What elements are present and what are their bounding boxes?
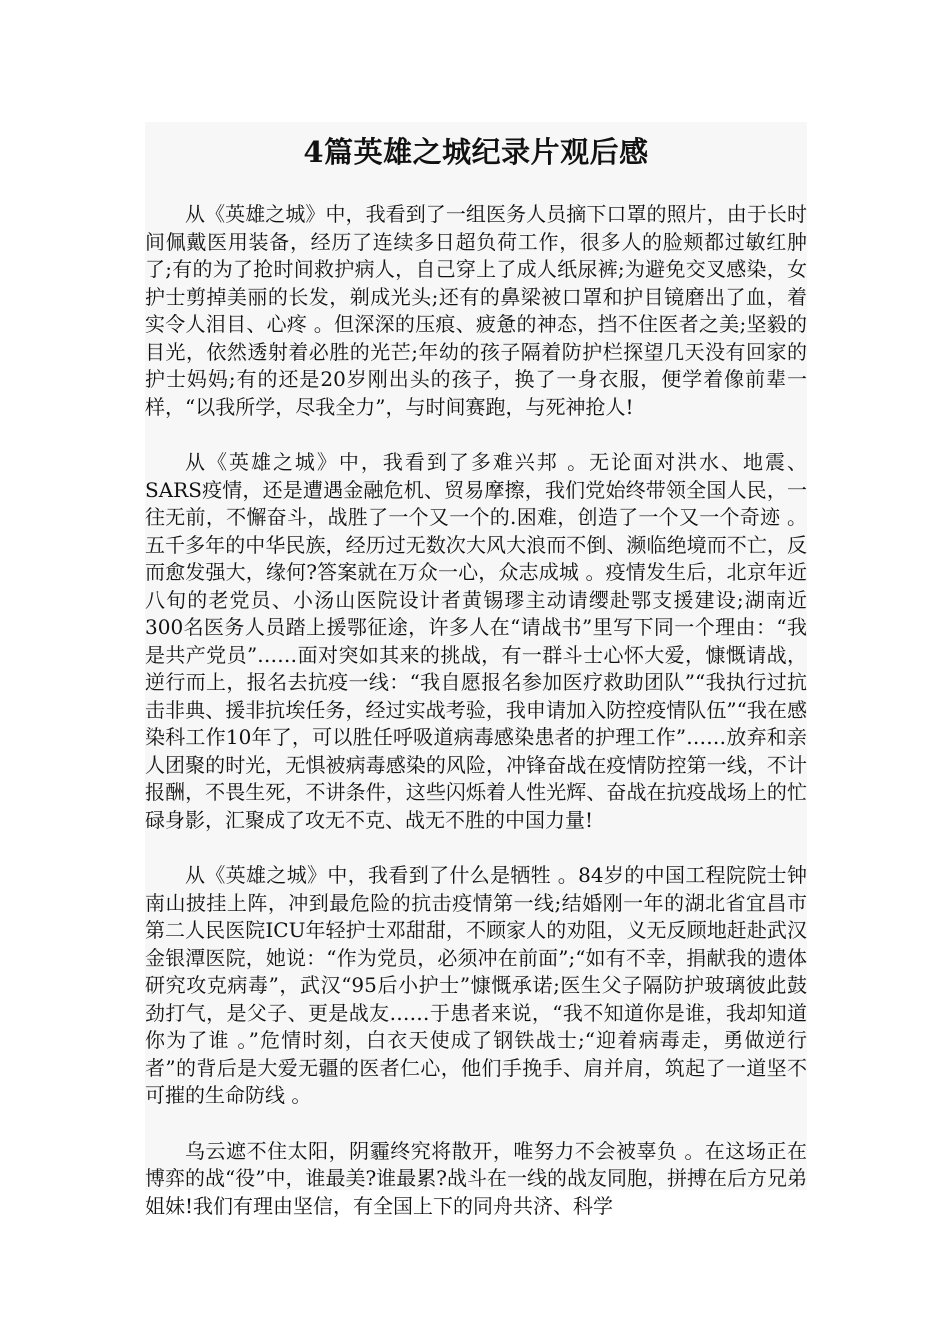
- document-page: [145, 122, 807, 1218]
- paragraph-3: 从《英雄之城》中，我看到了什么是牺牲 。84岁的中国工程院院士钟南山披挂上阵，冲到最危险的抗击疫情第一线;结婚刚一年的湖北省宜昌市第二人民医院ICU年轻护士邓甜甜，不顾家人的劝阻，义无反顾地赶赴武汉金银潭医院，她说：“作为党员，必须冲在前面”;“如有不幸，捐献我的遗体研究攻克病毒”，武汉“95后小护士”慷慨承诺;医生父子隔防护玻璃彼此鼓劲打气，是父子、更是战友……于患者来说，“我不知道你是谁，我却知道你为了谁 。”危情时刻，白衣天使成了钢铁战士;“迎着病毒走，勇做逆行者”的背后是大爱无疆的医者仁心，他们手挽手、肩并肩，筑起了一道坚不可摧的生命防线 。: [145, 863, 807, 1107]
- paragraph-2: 从《英雄之城》中，我看到了多难兴邦 。无论面对洪水、地震、SARS疫情，还是遭遇金融危机、贸易摩擦，我们党始终带领全国人民，一往无前，不懈奋斗，战胜了一个又一个的.困难，创造了一个又一个奇迹 。五千多年的中华民族，经历过无数次大风大浪而不倒、濒临绝境而不亡，反而愈发强大，缘何?答案就在万众一心，众志成城 。疫情发生后，北京年近八旬的老党员、小汤山医院设计者黄锡璆主动请缨赴鄂支援建设;湖南近300名医务人员踏上援鄂征途，许多人在“请战书”里写下同一个理由：“我是共产党员”……面对突如其来的挑战，有一群斗士心怀大爱，慷慨请战，逆行而上，报名去抗疫一线：“我自愿报名参加医疗救助团队”“我执行过抗击非典、援非抗埃任务，经过实战考验，我申请加入防控疫情队伍”“我在感染科工作10年了，可以胜任呼吸道病毒感染患者的护理工作”……放弃和亲人团聚的时光，无惧被病毒感染的风险，冲锋奋战在疫情防控第一线，不计报酬，不畏生死，不讲条件，这些闪烁着人性光辉、奋战在抗疫战场上的忙碌身影，汇聚成了攻无不克、战无不胜的中国力量!: [145, 450, 807, 832]
- document-title: 4篇英雄之城纪录片观后感: [303, 135, 649, 169]
- paragraph-1: 从《英雄之城》中，我看到了一组医务人员摘下口罩的照片，由于长时间佩戴医用装备，经历了连续多日超负荷工作，很多人的脸颊都过敏红肿了;有的为了抢时间救护病人，自己穿上了成人纸尿裤;为避免交叉感染，女护士剪掉美丽的长发，剃成光头;还有的鼻梁被口罩和护目镜磨出了血，着实令人泪目、心疼 。但深深的压痕、疲惫的神态，挡不住医者之美;坚毅的目光，依然透射着必胜的光芒;年幼的孩子隔着防护栏探望几天没有回家的护士妈妈;有的还是20岁刚出头的孩子，换了一身衣服，便学着像前辈一样，“以我所学，尽我全力”，与时间赛跑，与死神抢人!: [145, 202, 807, 419]
- paragraph-4: 乌云遮不住太阳，阴霾终究将散开，唯努力不会被辜负 。在这场正在博弈的战“役”中，谁最美?谁最累?战斗在一线的战友同胞，拼搏在后方兄弟姐妹!我们有理由坚信，有全国上下的同舟共济、科学: [145, 1138, 807, 1218]
